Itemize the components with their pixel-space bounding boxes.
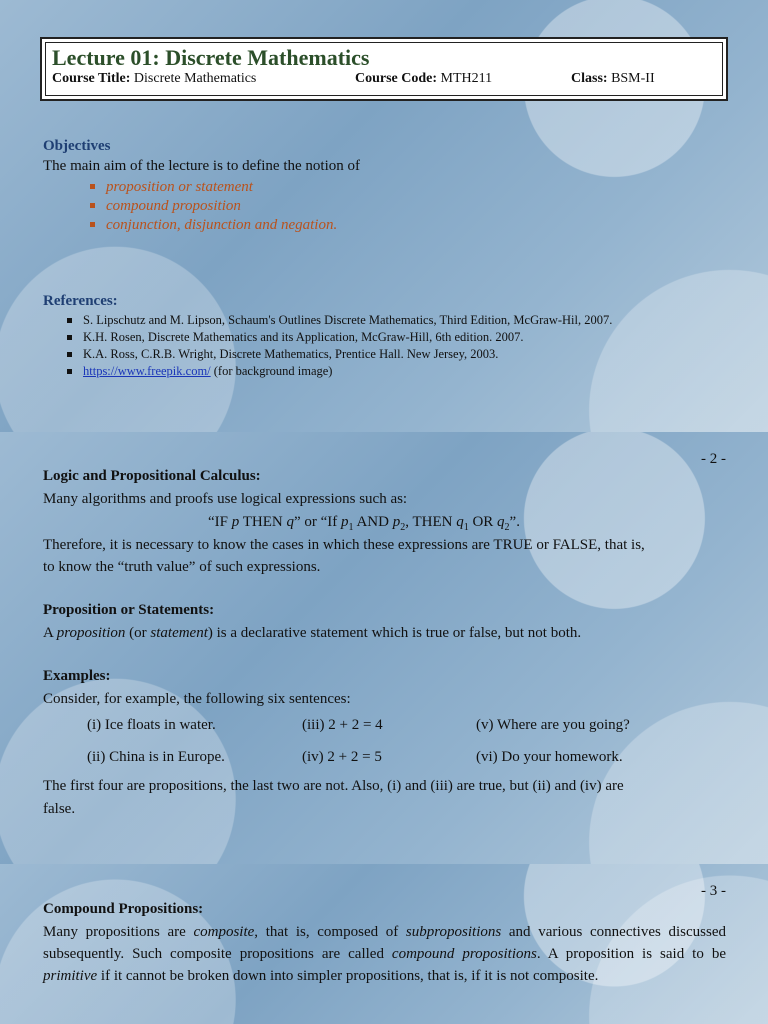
list-item: S. Lipschutz and M. Lipson, Schaum's Outlines Discrete Mathematics, Third Edition, McGraw-Hil, 2007. [65,312,612,329]
page-number: - 2 - [701,451,726,467]
example-item: (v) Where are you going? [476,717,630,733]
list-item: K.A. Ross, C.R.B. Wright, Discrete Mathematics, Prentice Hall. New Jersey, 2003. [65,346,612,363]
example-item: (ii) China is in Europe. [87,749,225,765]
def-part: A [43,625,57,641]
course-title-label: Course Title: [52,71,131,86]
class-label: Class: [571,71,608,86]
para-part: if it cannot be broken down into simpler propositions, that is, if it is not composite. [97,968,599,984]
example-item: (iii) 2 + 2 = 4 [302,717,383,733]
para-subpropositions: subpropositions [405,924,502,940]
therefore-line-1: Therefore, it is necessary to know the cases in which these expressions are TRUE or FALSE, that is, [43,537,645,553]
references-heading: References: [43,293,118,309]
compound-paragraph [43,921,726,987]
therefore-line-2: to know the “truth value” of such expressions. [43,559,321,575]
course-title [52,71,256,87]
references-list [65,312,612,380]
conclusion-line-1: The first four are propositions, the last two are not. Also, (i) and (iii) are true, but (ii) and (iv) are [43,778,624,794]
link-suffix: (for background image) [210,364,333,378]
proposition-definition [43,625,581,642]
class-value: BSM-II [611,71,655,86]
examples-intro: Consider, for example, the following six sentences: [43,691,351,707]
list-item: compound proposition [88,197,337,216]
para-composite: composite [193,924,255,940]
logic-expression: “IF p THEN q” or “If $p_1$ AND $p_2$, THEN $q_1$ OR $q_2$”. [208,514,520,533]
list-item [65,363,612,380]
list-item: conjunction, disjunction and negation. [88,216,337,235]
class-info [571,71,655,87]
course-title-value: Discrete Mathematics [133,71,257,86]
para-part: Many propositions are [43,924,194,940]
page-3 [0,864,768,1024]
example-item: (vi) Do your homework. [476,749,623,765]
list-item: proposition or statement [88,178,337,197]
page-number: - 3 - [701,883,726,899]
list-item: K.H. Rosen, Discrete Mathematics and its Application, McGraw-Hill, 6th edition. 2007. [65,329,612,346]
objectives-list [88,178,337,235]
def-statement: statement [150,625,208,641]
para-part: . A proposition is said to be [536,946,726,962]
logic-intro: Many algorithms and proofs use logical expressions such as: [43,491,408,507]
para-part: and various connectives discussed subsequently. Such composite propositions are called [43,924,726,962]
freepik-link[interactable]: https://www.freepik.com/ [83,364,211,378]
lecture-header [40,37,728,101]
conclusion-line-2: false. [43,801,76,817]
page-1 [0,0,768,432]
course-code-value: MTH211 [440,71,493,86]
course-code [355,71,492,87]
para-compound: compound propositions [391,946,537,962]
page-2 [0,432,768,864]
examples-heading: Examples: [43,668,111,684]
def-part: (or [125,625,151,641]
example-item: (i) Ice floats in water. [87,717,216,733]
example-item: (iv) 2 + 2 = 5 [302,749,382,765]
para-part: , that is, composed of [254,924,406,940]
lecture-title: Lecture 01: Discrete Mathematics [52,45,370,70]
para-primitive: primitive [43,968,98,984]
objectives-heading: Objectives [43,138,111,154]
def-proposition: proposition [56,625,126,641]
def-part: ) is a declarative statement which is true or false, but not both. [207,625,582,641]
proposition-heading: Proposition or Statements: [43,602,215,618]
objectives-intro: The main aim of the lecture is to define the notion of [43,158,360,174]
compound-heading: Compound Propositions: [43,901,204,917]
logic-heading: Logic and Propositional Calculus: [43,468,261,484]
course-code-label: Course Code: [355,71,438,86]
